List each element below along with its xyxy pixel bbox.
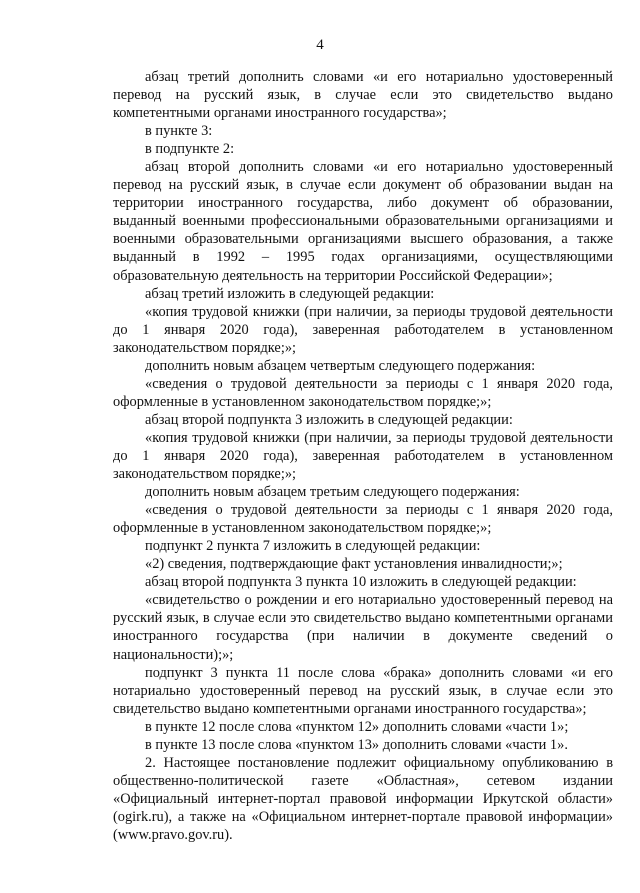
paragraph: «свидетельство о рождении и его нотариально удостоверенный перевод на русский язык, в случае если это свидетельство выдано компетентными органами иностранного государства (при наличии в документе сведений о национальности);»; <box>113 592 613 663</box>
paragraph: в пункте 13 после слова «пунктом 13» дополнить словами «части 1». <box>145 736 568 753</box>
paragraph: подпункт 3 пункта 11 после слова «брака» дополнить словами «и его нотариально удостоверенный перевод на русский язык, в случае если это свидетельство выдано компетентными органами иностранного государства»; <box>113 664 613 717</box>
paragraph: «копия трудовой книжки (при наличии, за периоды трудовой деятельности до 1 января 2020 года), заверенная работодателем в установленном законодательством порядке;»; <box>113 303 613 356</box>
paragraph: в пункте 12 после слова «пунктом 12» дополнить словами «части 1»; <box>145 718 569 735</box>
paragraph: дополнить новым абзацем третьим следующего подержания: <box>145 484 520 501</box>
paragraph: абзац третий изложить в следующей редакции: <box>145 285 435 302</box>
paragraph: подпункт 2 пункта 7 изложить в следующей редакции: <box>145 538 481 555</box>
page-number: 4 <box>316 37 324 53</box>
paragraph: «копия трудовой книжки (при наличии, за периоды трудовой деятельности до 1 января 2020 года), заверенная работодателем в установленном законодательством порядке;»; <box>113 429 613 483</box>
paragraph: абзац второй подпункта 3 изложить в следующей редакции: <box>145 411 513 428</box>
paragraph: абзац второй подпункта 3 пункта 10 изложить в следующей редакции: <box>145 574 577 591</box>
paragraph: «сведения о трудовой деятельности за периоды с 1 января 2020 года, оформленные в установленном законодательством порядке;»; <box>113 375 613 410</box>
paragraph: в пункте 3: <box>145 123 213 140</box>
paragraph: «сведения о трудовой деятельности за периоды с 1 января 2020 года, оформленные в установленном законодательством порядке;»; <box>113 502 613 537</box>
paragraph: дополнить новым абзацем четвертым следующего подержания: <box>145 357 536 374</box>
paragraph: абзац второй дополнить словами «и его нотариально удостоверенный перевод на русский язык, в случае если документ об образовании выдан на территории иностранного государства, либо документ об образовании, выданный военными профессиональными образовательными организациями и военными образовательными организациями высшего образования, а также выданный в 1992 – 1995 годах организациями, осуществляющими образовательную деятельность на территории Российской Федерации»; <box>113 159 613 284</box>
paragraph: 2. Настоящее постановление подлежит официальному опубликованию в общественно-политической газете «Областная», сетевом издании «Официальный интернет-портал правовой информации Иркутской области» (ogirk.ru), а также на «Официальном интернет-портале правовой информации» (www.pravo.gov.ru). <box>113 754 613 843</box>
paragraph: в подпункте 2: <box>145 141 235 158</box>
paragraph: абзац третий дополнить словами «и его нотариально удостоверенный перевод на русский язык, в случае если это свидетельство выдано компетентными органами иностранного государства»; <box>113 69 613 122</box>
document-body <box>113 68 613 844</box>
paragraph: «2) сведения, подтверждающие факт установления инвалидности;»; <box>145 556 563 573</box>
